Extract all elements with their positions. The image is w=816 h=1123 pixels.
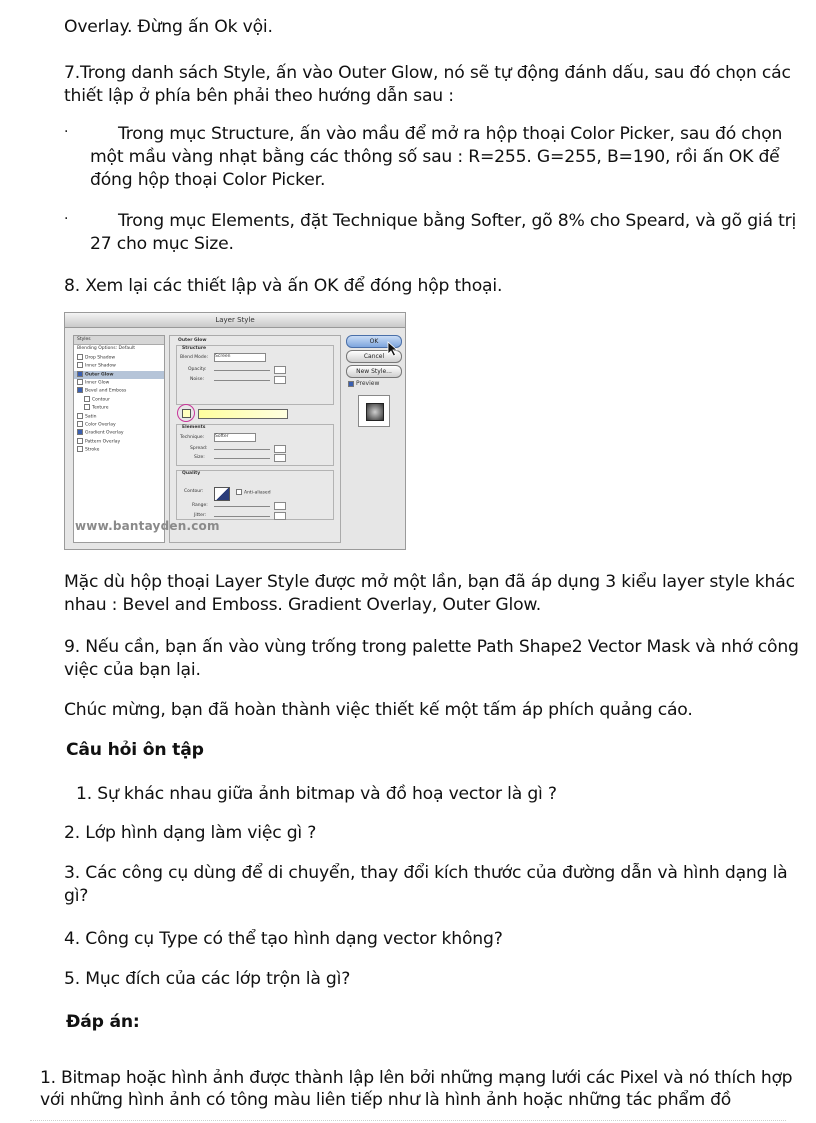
settings-panel [169, 335, 341, 543]
watermark: www.bantayden.com [75, 519, 220, 533]
mouse-pointer-icon [387, 341, 399, 357]
dialog-title: Layer Style [65, 313, 405, 328]
anti-aliased-checkbox: Anti-aliased [236, 489, 271, 496]
checkbox-icon [77, 379, 83, 385]
paragraph-step-9: 9. Nếu cần, bạn ấn vào vùng trống trong palette Path Shape2 Vector Mask và nhớ công việc của bạn lại. [64, 637, 799, 680]
bullet-structure [64, 123, 812, 192]
checkbox-checked-icon [348, 381, 354, 387]
page-divider [30, 1120, 786, 1121]
question-5: 5. Mục đích của các lớp trộn là gì? [64, 969, 351, 989]
jitter-slider [214, 516, 270, 517]
checkbox-icon [77, 354, 83, 360]
checkbox-icon [77, 421, 83, 427]
opacity-label: Opacity: [188, 367, 207, 372]
question-3: 3. Các công cụ dùng để di chuyển, thay đổi kích thước của đường dẫn và hình dạng là gì? [64, 863, 788, 906]
styles-list-item: Contour [74, 396, 164, 404]
technique-label: Technique: [180, 435, 205, 440]
styles-list-item: Texture [74, 404, 164, 412]
jitter-label: Jitter: [194, 513, 207, 518]
bullet-elements [64, 210, 812, 256]
heading-review-questions: Câu hỏi ôn tập [66, 740, 204, 760]
paragraph-summary: Mặc dù hộp thoại Layer Style được mở một lần, bạn đã áp dụng 3 kiểu layer style khác nhau : Bevel and Emboss. Gradient Overlay, Outer Glow. [64, 572, 795, 615]
checkbox-icon [84, 404, 90, 410]
paragraph-overlay: Overlay. Đừng ấn Ok vội. [64, 17, 273, 37]
styles-list [73, 335, 165, 543]
range-slider [214, 506, 270, 507]
gradient-swatch [198, 409, 288, 419]
checkbox-icon [236, 489, 242, 495]
technique-select: Softer [214, 433, 256, 442]
group-title-structure: Structure [182, 346, 207, 351]
preview-thumbnail [358, 395, 390, 427]
preview-checkbox: Preview [348, 380, 379, 387]
styles-list-header: Styles [74, 336, 164, 345]
noise-slider [214, 380, 270, 381]
styles-list-item: Gradient Overlay [74, 429, 164, 437]
checkbox-checked-icon [77, 387, 83, 393]
styles-list-item: Pattern Overlay [74, 438, 164, 446]
checkbox-icon [77, 438, 83, 444]
noise-field [274, 376, 286, 384]
new-style-button: New Style... [346, 365, 402, 378]
answer-1: 1. Bitmap hoặc hình ảnh được thành lập lên bởi những mạng lưới các Pixel và nó thích hợp với những hình ảnh có tông màu liên tiếp như là hình ảnh hoặc những tác phẩm đồ [40, 1068, 793, 1111]
question-2: 2. Lớp hình dạng làm việc gì ? [64, 823, 317, 843]
opacity-slider [214, 370, 270, 371]
styles-list-item: Inner Glow [74, 379, 164, 387]
blend-mode-select: Screen [214, 353, 266, 362]
contour-picker-icon [214, 487, 230, 501]
checkbox-checked-icon [77, 429, 83, 435]
preview-swatch-icon [366, 403, 384, 421]
styles-list-item: Bevel and Emboss [74, 387, 164, 395]
bullet-structure-text: Trong mục Structure, ấn vào mầu để mở ra hộp thoại Color Picker, sau đó chọn một mầu vàng nhạt bằng các thông số sau : R=255. G=255, B=190, rồi ấn OK để đóng hộp thoại Color Picker. [90, 124, 783, 190]
glow-color-swatch [182, 409, 191, 418]
ok-button: OK [346, 335, 402, 348]
styles-list-item: Satin [74, 413, 164, 421]
paragraph-step-7: 7.Trong danh sách Style, ấn vào Outer Glow, nó sẽ tự động đánh dấu, sau đó chọn các thiết lập ở phía bên phải theo hướng dẫn sau : [64, 63, 791, 106]
noise-label: Noise: [190, 377, 204, 382]
question-4: 4. Công cụ Type có thể tạo hình dạng vector không? [64, 929, 503, 949]
checkbox-icon [84, 396, 90, 402]
range-label: Range: [192, 503, 208, 508]
range-field [274, 502, 286, 510]
styles-list-item: Stroke [74, 446, 164, 454]
question-1: 1. Sự khác nhau giữa ảnh bitmap và đồ hoạ vector là gì ? [76, 784, 557, 804]
spread-label: Spread: [190, 446, 208, 451]
styles-list-item: Blending Options: Default [77, 346, 135, 352]
styles-list-item: Drop Shadow [74, 354, 164, 362]
group-title-outer-glow: Outer Glow [178, 338, 207, 343]
size-label: Size: [194, 455, 205, 460]
group-title-quality: Quality [182, 471, 201, 476]
jitter-field [274, 512, 286, 520]
spread-field [274, 445, 286, 453]
opacity-field [274, 366, 286, 374]
bullet-mark: · [64, 211, 69, 227]
checkbox-icon [77, 446, 83, 452]
bullet-mark: · [64, 124, 69, 140]
spread-slider [214, 449, 270, 450]
size-slider [214, 458, 270, 459]
group-title-elements: Elements [182, 425, 206, 430]
paragraph-congrats: Chúc mừng, bạn đã hoàn thành việc thiết kế một tấm áp phích quảng cáo. [64, 700, 693, 720]
blend-mode-label: Blend Mode: [180, 355, 209, 360]
layer-style-dialog-image [64, 312, 406, 550]
heading-answers: Đáp án: [66, 1012, 140, 1032]
paragraph-step-8: 8. Xem lại các thiết lập và ấn OK để đóng hộp thoại. [64, 276, 503, 296]
checkbox-icon [77, 413, 83, 419]
styles-list-item: Inner Shadow [74, 362, 164, 370]
checkbox-checked-icon [77, 371, 83, 377]
styles-list-item: Color Overlay [74, 421, 164, 429]
contour-label: Contour: [184, 489, 204, 494]
cancel-button: Cancel [346, 350, 402, 363]
bullet-elements-text: Trong mục Elements, đặt Technique bằng Softer, gõ 8% cho Speard, và gõ giá trị 27 cho mục Size. [90, 211, 797, 254]
checkbox-icon [77, 362, 83, 368]
styles-list-item-selected: Outer Glow [74, 371, 164, 379]
size-field [274, 454, 286, 462]
